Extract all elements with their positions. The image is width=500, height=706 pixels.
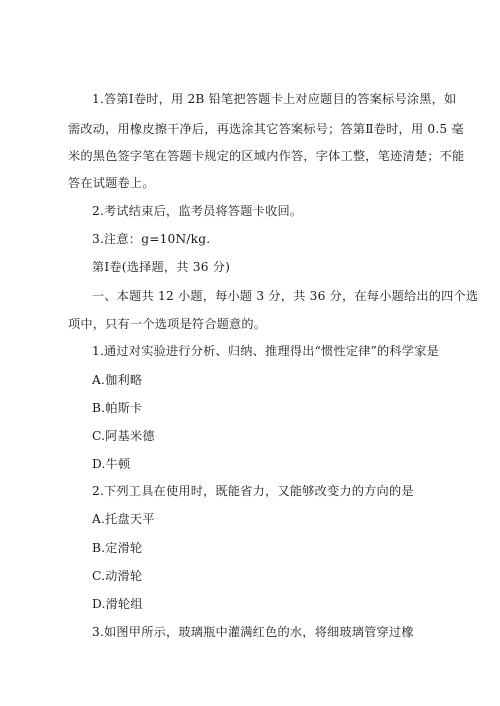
question-1-option-c: C.阿基米德 bbox=[92, 429, 155, 443]
question-1-option-b: B.帕斯卡 bbox=[92, 401, 143, 415]
question-1-option-d: D.牛顿 bbox=[92, 457, 131, 471]
question-1-stem: 1.通过对实验进行分析、归纳、推理得出“惯性定律”的科学家是 bbox=[92, 344, 439, 358]
question-2-option-a: A.托盘天平 bbox=[92, 512, 155, 526]
question-1-option-a: A.伽利略 bbox=[92, 373, 143, 387]
question-2-stem: 2.下列工具在使用时，既能省力，又能够改变力的方向的是 bbox=[92, 484, 414, 498]
section-instruction-line-2: 项中，只有一个选项是符合题意的。 bbox=[68, 317, 267, 331]
question-2-option-d: D.滑轮组 bbox=[92, 597, 143, 611]
instruction-3: 3.注意：g=10N/kg. bbox=[92, 232, 211, 246]
section-title: 第Ⅰ卷(选择题，共 36 分) bbox=[92, 260, 231, 274]
instruction-1-line-3: 米的黑色签字笔在答题卡规定的区域内作答，字体工整，笔迹清楚；不能 bbox=[68, 149, 465, 163]
question-2-option-b: B.定滑轮 bbox=[92, 541, 143, 555]
question-3-stem: 3.如图甲所示，玻璃瓶中灌满红色的水，将细玻璃管穿过橡 bbox=[92, 625, 414, 639]
question-2-option-c: C.动滑轮 bbox=[92, 569, 143, 583]
instruction-1-line-2: 需改动，用橡皮擦干净后，再选涂其它答案标号；答第Ⅱ卷时，用 0.5 毫 bbox=[68, 122, 464, 136]
instruction-1-line-1: 1.答第Ⅰ卷时，用 2B 铅笔把答题卡上对应题目的答案标号涂黑，如 bbox=[92, 92, 457, 106]
section-instruction-line-1: 一、本题共 12 小题，每小题 3 分，共 36 分，在每小题给出的四个选 bbox=[92, 289, 479, 303]
instruction-2: 2.考试结束后，监考员将答题卡收回。 bbox=[92, 204, 303, 218]
instruction-1-line-4: 答在试题卷上。 bbox=[68, 176, 155, 190]
